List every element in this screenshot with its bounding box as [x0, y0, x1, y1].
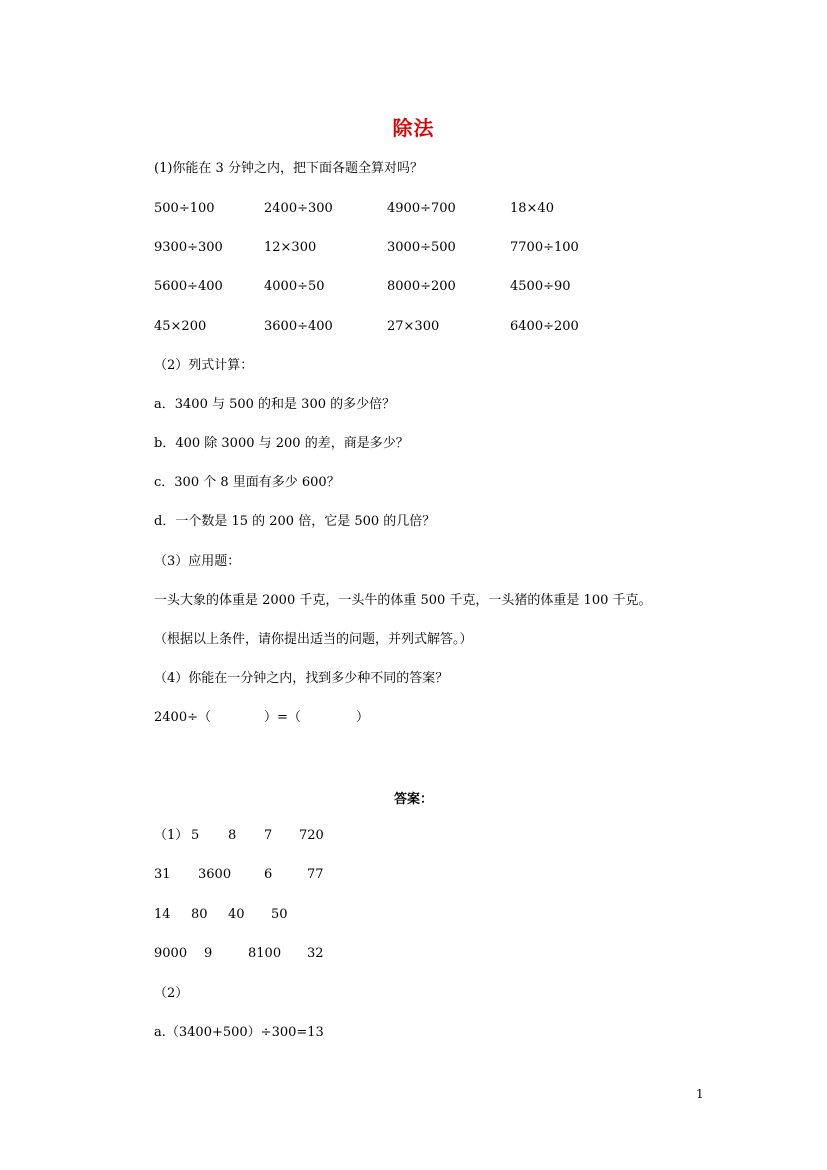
q2-item-c: c．300 个 8 里面有多少 600？ [154, 475, 340, 490]
q1-cell: 4000÷50 [264, 279, 325, 294]
q1-cell: 27×300 [387, 319, 440, 334]
answer-value: 720 [299, 828, 324, 843]
q1-cell: 5600÷400 [154, 279, 223, 294]
q3-text: 一头大象的体重是 2000 千克，一头牛的体重 500 千克，一头猪的体重是 100 千克。 [154, 593, 652, 608]
answer-value: 3600 [198, 867, 232, 882]
page-number: 1 [696, 1087, 704, 1101]
q1-cell: 4500÷90 [510, 279, 571, 294]
answer-value: 9000 [154, 946, 188, 961]
q1-cell: 45×200 [154, 319, 207, 334]
q1-cell: 7700÷100 [510, 240, 579, 255]
answer-value: 5 [191, 828, 200, 843]
answer-value: 80 [191, 907, 208, 922]
answers-heading: 答案： [393, 792, 433, 807]
q2-item-d: d．一个数是 15 的 200 倍，它是 500 的几倍？ [154, 514, 436, 529]
answer-value: 8 [228, 828, 237, 843]
answer-label: （1） [154, 828, 189, 843]
q3-note: （根据以上条件，请你提出适当的问题，并列式解答。） [154, 632, 473, 647]
q1-heading: (1)你能在 3 分钟之内，把下面各题全算对吗？ [154, 161, 423, 176]
answer-value: 32 [307, 946, 324, 961]
answer-value: 31 [154, 867, 171, 882]
answer-value: 8100 [248, 946, 282, 961]
q4-expr-prefix: 2400÷（ [154, 710, 211, 725]
page-title: 除法 [392, 116, 435, 140]
q1-cell: 9300÷300 [154, 240, 223, 255]
q1-cell: 12×300 [264, 240, 317, 255]
q3-heading: （3）应用题： [154, 554, 241, 569]
answer-value: 14 [154, 907, 171, 922]
q1-cell: 18×40 [510, 201, 554, 216]
q2-item-b: b．400 除 3000 与 200 的差，商是多少？ [154, 436, 409, 451]
q4-heading: （4）你能在一分钟之内，找到多少种不同的答案？ [154, 671, 449, 686]
answer-value: 50 [271, 907, 288, 922]
answer-q2-a: a.（3400+500）÷300=13 [154, 1025, 324, 1040]
q2-heading: （2）列式计算： [154, 358, 254, 373]
answer-value: 40 [228, 907, 245, 922]
q4-expr-middle: ）=（ [264, 710, 301, 725]
q1-cell: 500÷100 [154, 201, 215, 216]
q1-cell: 2400÷300 [264, 201, 333, 216]
answer-value: 6 [264, 867, 273, 882]
answer-value: 9 [204, 946, 213, 961]
answer-value: 7 [264, 828, 273, 843]
q1-cell: 8000÷200 [387, 279, 456, 294]
q2-item-a: a．3400 与 500 的和是 300 的多少倍？ [154, 397, 396, 412]
q1-cell: 3600÷400 [264, 319, 333, 334]
answer-value: 77 [307, 867, 324, 882]
q4-expr-suffix: ） [356, 710, 370, 725]
q1-cell: 3000÷500 [387, 240, 456, 255]
q1-cell: 4900÷700 [387, 201, 456, 216]
answer-q2-label: （2） [154, 986, 189, 1001]
q1-cell: 6400÷200 [510, 319, 579, 334]
